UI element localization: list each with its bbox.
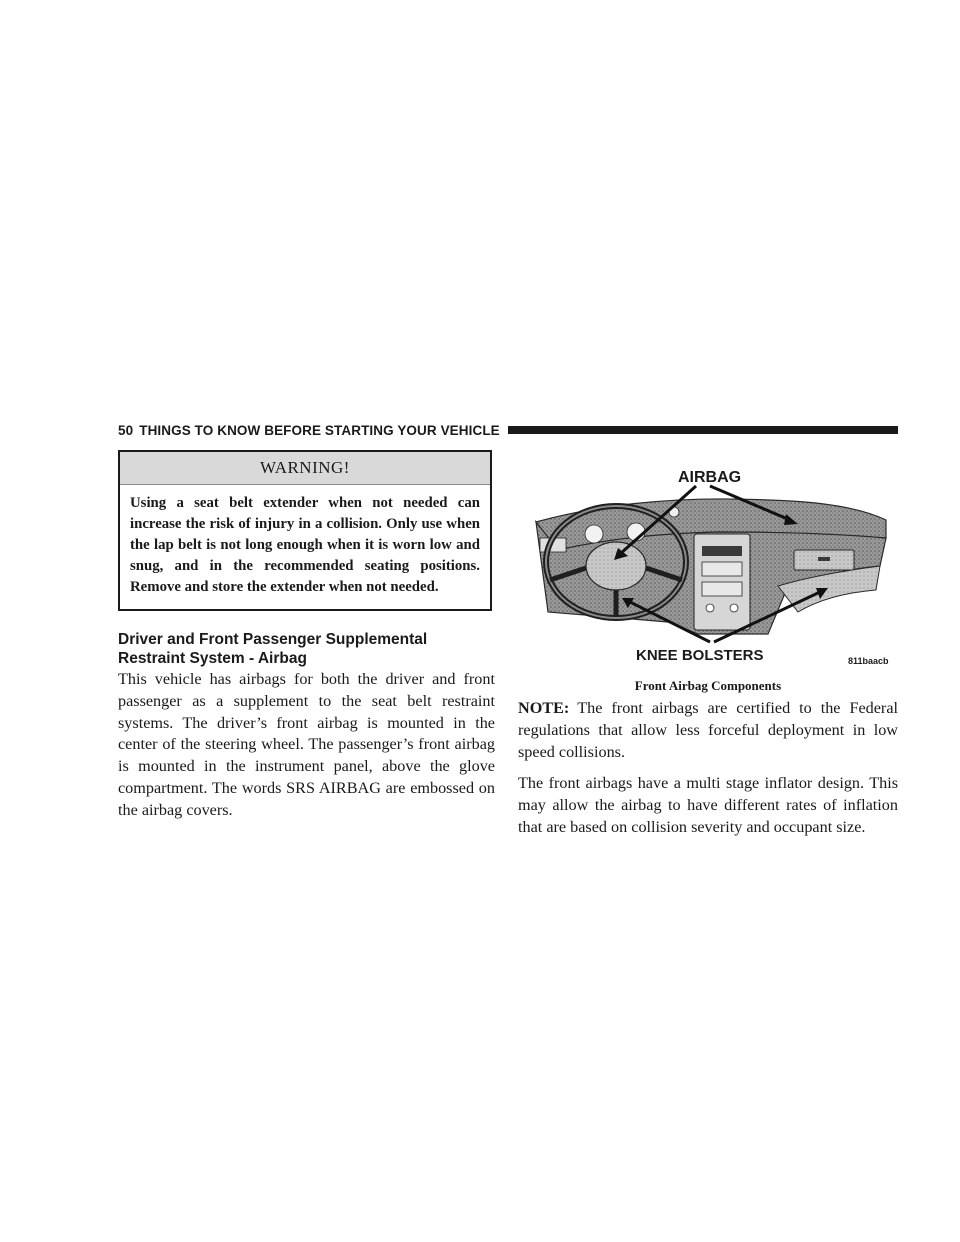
section-title: THINGS TO KNOW BEFORE STARTING YOUR VEHICLE: [139, 422, 500, 438]
airbag-figure: [518, 462, 898, 674]
warning-text: Using a seat belt extender when not needed can increase the risk of injury in a collision. Only use when the lap belt is not long enough when it is worn low and snug, and in the recommended seating positions. Remove and store the extender when not needed.: [130, 495, 480, 595]
airbag-description: This vehicle has airbags for both the driver and front passenger as a supplement to the seat belt restraint systems. The driver’s front airbag is mounted in the center of the steering wheel. The passenger’s front airbag is mounted in the instrument panel, above the glove compartment. The words SRS AIRBAG are embossed on the airbag covers.: [118, 670, 495, 819]
climate-controls: [702, 582, 742, 596]
dashboard-illustration: [518, 462, 898, 674]
gauge-left: [585, 525, 603, 543]
warning-title: WARNING!: [120, 452, 490, 485]
radio: [702, 562, 742, 576]
note-paragraph: [518, 698, 898, 763]
warning-box: [118, 450, 492, 611]
figure-caption: Front Airbag Components: [634, 678, 782, 693]
section-heading: Driver and Front Passenger Supplemental Restraint System - Airbag: [118, 631, 428, 667]
airbag-label: AIRBAG: [678, 469, 742, 486]
note-text: The front airbags are certified to the Federal regulations that allow less forceful deployment in low speed collisions.: [518, 699, 898, 761]
figure-code: 811baacb: [848, 656, 889, 666]
header-rule: [508, 426, 898, 434]
driver-airbag-hub: [586, 542, 646, 590]
inflator-paragraph: The front airbags have a multi stage inflator design. This may allow the airbag to have different rates of inflation that are based on collision severity and occupant size.: [518, 774, 898, 836]
knob-right: [730, 604, 738, 612]
center-vent: [702, 546, 742, 556]
knee-bolsters-label: KNEE BOLSTERS: [636, 647, 764, 664]
glove-box-latch: [818, 557, 830, 561]
note-label: NOTE:: [518, 699, 570, 717]
running-header: [118, 420, 898, 440]
knob-left: [706, 604, 714, 612]
page-number: 50: [118, 422, 134, 438]
